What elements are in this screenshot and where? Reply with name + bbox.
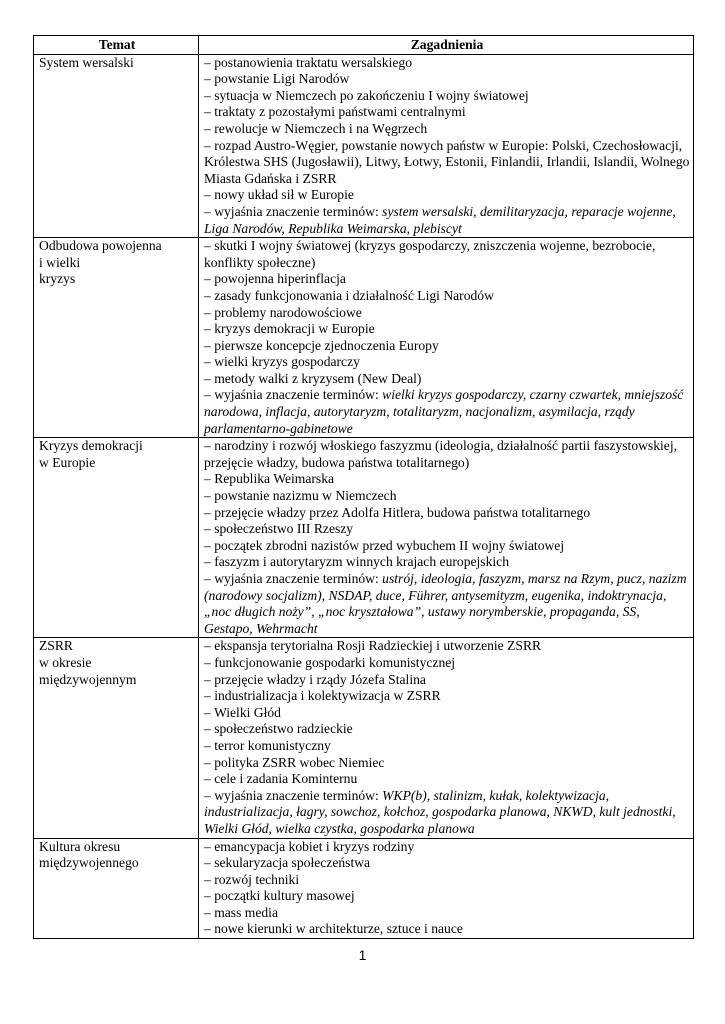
topic-line: Kultura okresu (39, 838, 121, 854)
issue-item: – powstanie Ligi Narodów (204, 71, 350, 87)
syllabus-table (33, 35, 694, 939)
issue-item: – Wielki Głód (204, 704, 281, 720)
issue-item: – społeczeństwo III Rzeszy (204, 521, 354, 537)
issue-item: – metody walki z kryzysem (New Deal) (204, 370, 422, 386)
table-row (34, 638, 694, 838)
topic-line: Odbudowa powojenna (39, 238, 162, 254)
terms-item (204, 387, 690, 437)
issue-item: – nowe kierunki w architekturze, sztuce i nauce (204, 921, 463, 937)
issue-item: – problemy narodowościowe (204, 304, 362, 320)
issue-item: – zasady funkcjonowania i działalność Ligi Narodów (204, 287, 494, 303)
issue-item: – rewolucje w Niemczech i na Węgrzech (204, 120, 428, 136)
issue-item: – początki kultury masowej (204, 888, 355, 904)
issue-item: – traktaty z pozostałymi państwami centralnymi (204, 104, 466, 120)
topic-line: w okresie (39, 654, 92, 670)
topic-line: kryzys (39, 271, 76, 287)
issue-item: – cele i zadania Kominternu (204, 771, 358, 787)
issue-item: – sytuacja w Niemczech po zakończeniu I wojny światowej (204, 87, 529, 103)
issue-item: – mass media (204, 904, 278, 920)
issue-item: – skutki I wojny światowej (kryzys gospodarczy, zniszczenia wojenne, bezrobocie, konflikty społeczne) (204, 238, 656, 270)
terms-prefix: – wyjaśnia znaczenie terminów: (204, 203, 383, 219)
topic-line: ZSRR (39, 638, 73, 654)
issue-item: – emancypacja kobiet i kryzys rodziny (204, 838, 415, 854)
topic-cell (34, 638, 199, 838)
terms-item (204, 788, 690, 838)
issues-cell (199, 238, 694, 438)
table-row (34, 838, 694, 939)
table-row (34, 438, 694, 638)
issue-item: – pierwsze koncepcje zjednoczenia Europy (204, 337, 439, 353)
issue-item: – powojenna hiperinflacja (204, 271, 346, 287)
issues-cell (199, 838, 694, 939)
issue-item: – powstanie nazizmu w Niemczech (204, 488, 397, 504)
issue-item: – kryzys demokracji w Europie (204, 321, 375, 337)
header-issues: Zagadnienia (199, 36, 694, 55)
topic-line: i wielki (39, 254, 81, 270)
issue-item: – wielki kryzys gospodarczy (204, 354, 360, 370)
page-number: 1 (358, 947, 367, 963)
topic-cell (34, 838, 199, 939)
issue-item: – industrializacja i kolektywizacja w ZSRR (204, 688, 441, 704)
topic-line: międzywojennym (39, 671, 137, 687)
issue-item: – faszyzm i autorytaryzm winnych krajach europejskich (204, 554, 509, 570)
topic-cell (34, 238, 199, 438)
terms-list: ustrój, ideologia, faszyzm, marsz na Rzym, pucz, nazizm (narodowy socjalizm), NSDAP, duce, Führer, antysemityzm, eugenika, indoktrynacja, „noc długich noży”, „noc kryształowa”, ustawy norymberskie, propaganda, SS, Gestapo, Wehrmacht (204, 571, 687, 636)
issue-item: – postanowienia traktatu wersalskiego (204, 54, 413, 70)
terms-prefix: – wyjaśnia znaczenie terminów: (204, 387, 383, 403)
table-body (34, 54, 694, 938)
terms-prefix: – wyjaśnia znaczenie terminów: (204, 787, 383, 803)
table-row (34, 238, 694, 438)
topic-line: Kryzys demokracji (39, 438, 143, 454)
terms-item (204, 571, 690, 637)
table-row (34, 54, 694, 238)
terms-list: system wersalski, demilitaryzacja, reparacje wojenne, Liga Narodów, Republika Weimarska, plebiscyt (204, 203, 676, 236)
terms-list: wielki kryzys gospodarczy, czarny czwartek, mniejszość narodowa, inflacja, autorytaryzm, totalitaryzm, nacjonalizm, asymilacja, rządy parlamentarno-gabinetowe (204, 387, 684, 436)
terms-item (204, 204, 690, 237)
header-row (34, 36, 694, 55)
terms-list: WKP(b), stalinizm, kułak, kolektywizacja, industrializacja, łagry, sowchoz, kołchoz, gospodarka planowa, NKWD, kult jednostki, Wielki Głód, wielka czystka, gospodarka planowa (204, 787, 676, 836)
issue-item: – społeczeństwo radzieckie (204, 721, 353, 737)
issue-item: – przejęcie władzy przez Adolfa Hitlera, budowa państwa totalitarnego (204, 504, 591, 520)
issues-cell (199, 438, 694, 638)
topic-cell (34, 438, 199, 638)
issue-item: – rozpad Austro-Węgier, powstanie nowych państw w Europie: Polski, Czechosłowacji, Królestwa SHS (Jugosławii), Litwy, Łotwy, Estonii, Finlandii, Irlandii, Islandii, Wolnego Miasta Gdańska i ZSRR (204, 137, 690, 186)
issue-item: – terror komunistyczny (204, 737, 331, 753)
issue-item: – przejęcie władzy i rządy Józefa Stalina (204, 671, 426, 687)
issue-item: – sekularyzacja społeczeństwa (204, 855, 371, 871)
issues-cell (199, 638, 694, 838)
issue-item: – polityka ZSRR wobec Niemiec (204, 754, 385, 770)
issue-item: – Republika Weimarska (204, 471, 335, 487)
issue-item: – początek zbrodni nazistów przed wybuchem II wojny światowej (204, 537, 565, 553)
topic-line: System wersalski (39, 54, 134, 70)
topic-cell (34, 54, 199, 238)
topic-line: międzywojennego (39, 855, 139, 871)
topic-line: w Europie (39, 454, 96, 470)
issue-item: – ekspansja terytorialna Rosji Radzieckiej i utworzenie ZSRR (204, 638, 542, 654)
issue-item: – funkcjonowanie gospodarki komunistycznej (204, 654, 456, 670)
terms-prefix: – wyjaśnia znaczenie terminów: (204, 571, 383, 586)
issues-cell (199, 54, 694, 238)
header-topic: Temat (34, 36, 199, 55)
issue-item: – rozwój techniki (204, 871, 300, 887)
issue-item: – nowy układ sił w Europie (204, 187, 354, 203)
issue-item: – narodziny i rozwój włoskiego faszyzmu (ideologia, działalność partii faszystowskiej, przejęcie władzy, budowa państwa totalitarnego) (204, 438, 678, 470)
